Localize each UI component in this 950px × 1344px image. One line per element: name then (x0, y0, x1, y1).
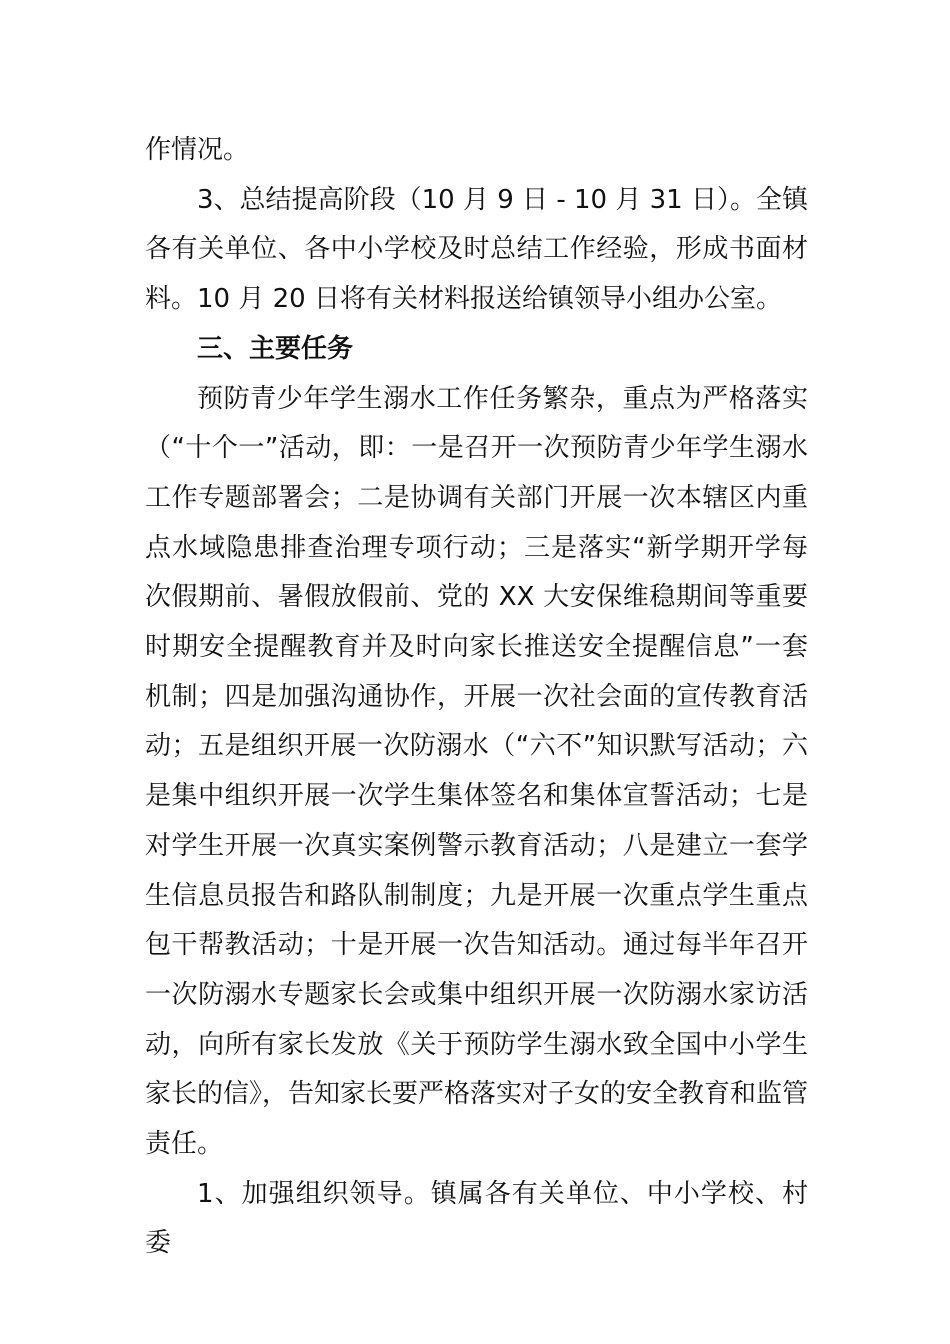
paragraph-organization-leadership: 1、加强组织领导。镇属各有关单位、中小学校、村委 (145, 1178, 808, 1259)
paragraph-main-tasks: 预防青少年学生溺水工作任务繁杂，重点为严格落实（“十个一”活动，即：一是召开一次预防青少年学生溺水工作专题部署会；二是协调有关部门开展一次本辖区内重点水域隐患排查治理专项行动；三是落实“新学期开学每次假期前、暑假放假前、党的 XX 大安保维稳期间等重要时期安全提醒教育并及时向家长推送安全提醒信息”一套机制；四是加强沟通协作，开展一次社会面的宣传教育活动；五是组织开展一次防溺水（“六不”知识默写活动；六是集中组织开展一次学生集体签名和集体宣誓活动；七是对学生开展一次真实案例警示教育活动；八是建立一套学生信息员报告和路队制制度；九是开展一次重点学生重点包干帮教活动；十是开展一次告知活动。通过每半年召开一次防溺水专题家长会或集中组织开展一次防溺水家访活动，向所有家长发放《关于预防学生溺水致全国中小学生家长的信》，告知家长要严格落实对子女的安全教育和监管责任。 (145, 383, 809, 1160)
paragraph-summary-phase: 3、总结提高阶段（10 月 9 日 - 10 月 31 日）。全镇各有关单位、各中小学校及时总结工作经验，形成书面材料。10 月 20 日将有关材料报送给镇领导小组办公室。 (145, 184, 808, 315)
section-heading-main-tasks: 三、主要任务 (197, 333, 354, 364)
document-body (145, 126, 808, 1269)
paragraph-continuation: 作情况。 (145, 135, 250, 165)
